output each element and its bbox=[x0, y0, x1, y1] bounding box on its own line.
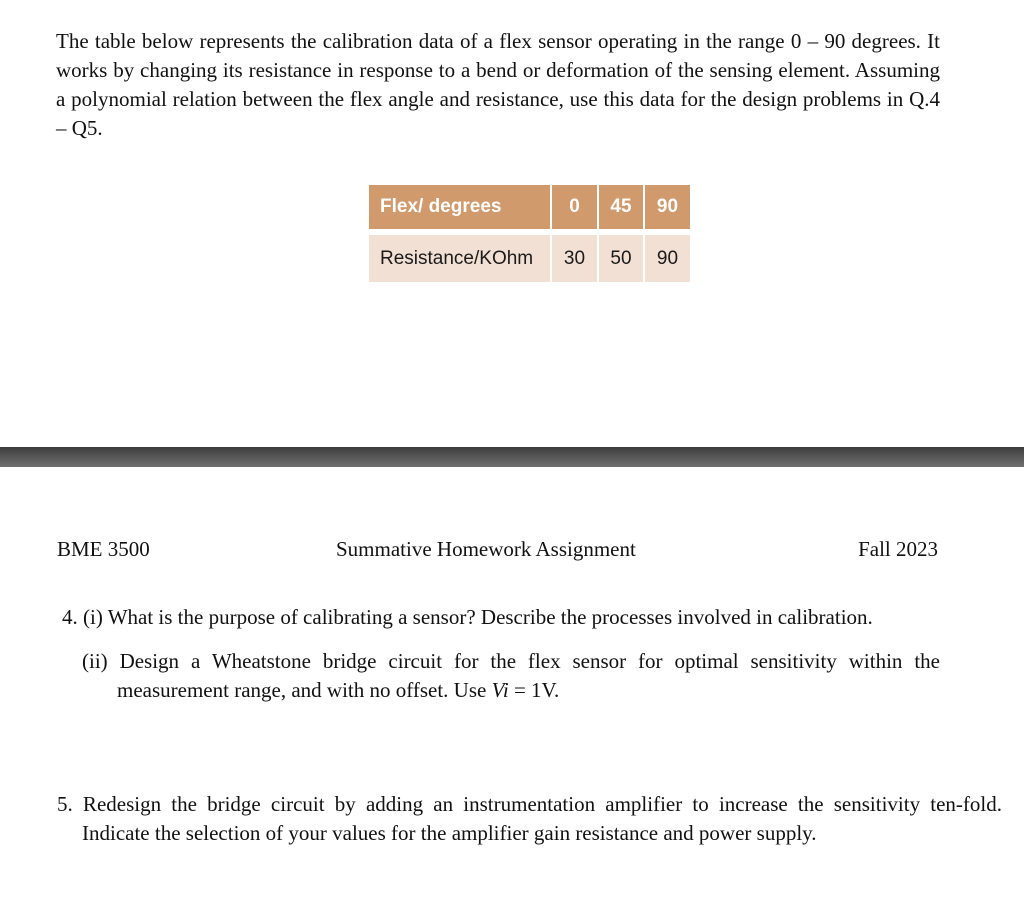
table-header-cell: 0 bbox=[551, 185, 598, 232]
table-cell: 90 bbox=[644, 232, 690, 282]
table-row bbox=[369, 232, 690, 282]
question-4-ii-text: (ii) Design a Wheatstone bridge circuit for the flex sensor for optimal sensitivity within the measurement range, and with no offset. Use bbox=[82, 649, 940, 702]
table-header-label: Flex/ degrees bbox=[369, 185, 551, 232]
course-code: BME 3500 bbox=[57, 537, 150, 561]
question-4-i: 4. (i) What is the purpose of calibrating a sensor? Describe the processes involved in calibration. bbox=[62, 605, 873, 629]
page-divider bbox=[0, 447, 1024, 467]
voltage-variable: Vi bbox=[491, 678, 509, 702]
question-4-ii bbox=[82, 647, 940, 705]
term-label: Fall 2023 bbox=[858, 537, 938, 561]
table-row-label: Resistance/KOhm bbox=[369, 232, 551, 282]
calibration-table bbox=[369, 185, 690, 282]
voltage-value: = 1V. bbox=[508, 678, 560, 702]
assignment-title: Summative Homework Assignment bbox=[336, 537, 636, 561]
intro-paragraph: The table below represents the calibration data of a flex sensor operating in the range 0 – 90 degrees. It works by changing its resistance in response to a bend or deformation of the sensing element. Assuming a polynomial relation between the flex angle and resistance, use this data for the design problems in Q.4 – Q5. bbox=[56, 29, 940, 140]
table-cell: 50 bbox=[598, 232, 644, 282]
table-header-cell: 90 bbox=[644, 185, 690, 232]
table-header-row bbox=[369, 185, 690, 232]
page-header bbox=[57, 537, 938, 565]
question-5: 5. Redesign the bridge circuit by adding an instrumentation amplifier to increase the sensitivity ten-fold. Indicate the selection of your values for the amplifier gain resistance and power supply. bbox=[57, 792, 1002, 845]
table-header-cell: 45 bbox=[598, 185, 644, 232]
table-cell: 30 bbox=[551, 232, 598, 282]
